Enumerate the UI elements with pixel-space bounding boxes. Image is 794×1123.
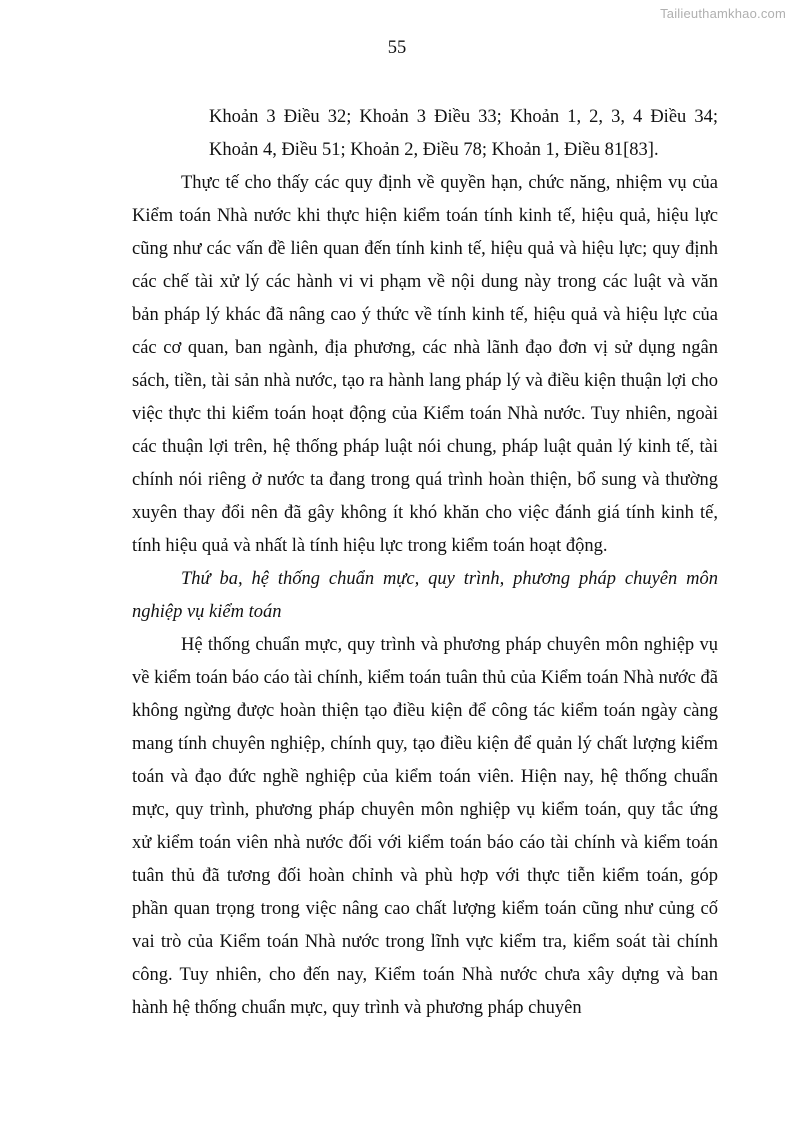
body-paragraph-2: Hệ thống chuẩn mực, quy trình và phương pháp chuyên môn nghiệp vụ về kiểm toán báo cáo tài chính, kiểm toán tuân thủ của Kiểm toán Nhà nước đã không ngừng được hoàn thiện tạo điều kiện để công tác kiểm toán ngày càng mang tính chuyên nghiệp, chính quy, tạo điều kiện để quản lý chất lượng kiểm toán và đạo đức nghề nghiệp của kiểm toán viên. Hiện nay, hệ thống chuẩn mực, quy trình, phương pháp chuyên môn nghiệp vụ kiểm toán, quy tắc ứng xử kiểm toán viên nhà nước đối với kiểm toán báo cáo tài chính và kiểm toán tuân thủ đã tương đối hoàn chỉnh và phù hợp với thực tiễn kiểm toán, góp phần quan trọng trong việc nâng cao chất lượng kiểm toán cũng như củng cố vai trò của Kiểm toán Nhà nước trong lĩnh vực kiểm tra, kiểm soát tài chính công. Tuy nhiên, cho đến nay, Kiểm toán Nhà nước chưa xây dựng và ban hành hệ thống chuẩn mực, quy trình và phương pháp chuyên xyxy=(132,635,718,1018)
body-paragraph-1: Thực tế cho thấy các quy định về quyền hạn, chức năng, nhiệm vụ của Kiểm toán Nhà nước khi thực hiện kiểm toán tính kinh tế, hiệu quả, hiệu lực cũng như các vấn đề liên quan đến tính kinh tế, hiệu quả và hiệu lực; quy định các chế tài xử lý các hành vi vi phạm về nội dung này trong các luật và văn bản pháp lý khác đã nâng cao ý thức về tính kinh tế, hiệu quả và hiệu lực của các cơ quan, ban ngành, địa phương, các nhà lãnh đạo đơn vị sử dụng ngân sách, tiền, tài sản nhà nước, tạo ra hành lang pháp lý và điều kiện thuận lợi cho việc thực thi kiểm toán hoạt động của Kiểm toán Nhà nước. Tuy nhiên, ngoài các thuận lợi trên, hệ thống pháp luật nói chung, pháp luật quản lý kinh tế, tài chính nói riêng ở nước ta đang trong quá trình hoàn thiện, bổ sung và thường xuyên thay đổi nên đã gây không ít khó khăn cho việc đánh giá tính kinh tế, tính hiệu quả và nhất là tính hiệu lực trong kiểm toán hoạt động. xyxy=(132,173,718,556)
document-body xyxy=(132,101,718,1025)
section-heading: Thứ ba, hệ thống chuẩn mực, quy trình, phương pháp chuyên môn nghiệp vụ kiểm toán xyxy=(132,569,718,622)
watermark-text: Tailieuthamkhao.com xyxy=(660,6,786,21)
citation-paragraph: Khoản 3 Điều 32; Khoản 3 Điều 33; Khoản 1, 2, 3, 4 Điều 34; Khoản 4, Điều 51; Khoản 2, Điều 78; Khoản 1, Điều 81[83]. xyxy=(209,107,718,160)
page-number: 55 xyxy=(387,38,407,58)
